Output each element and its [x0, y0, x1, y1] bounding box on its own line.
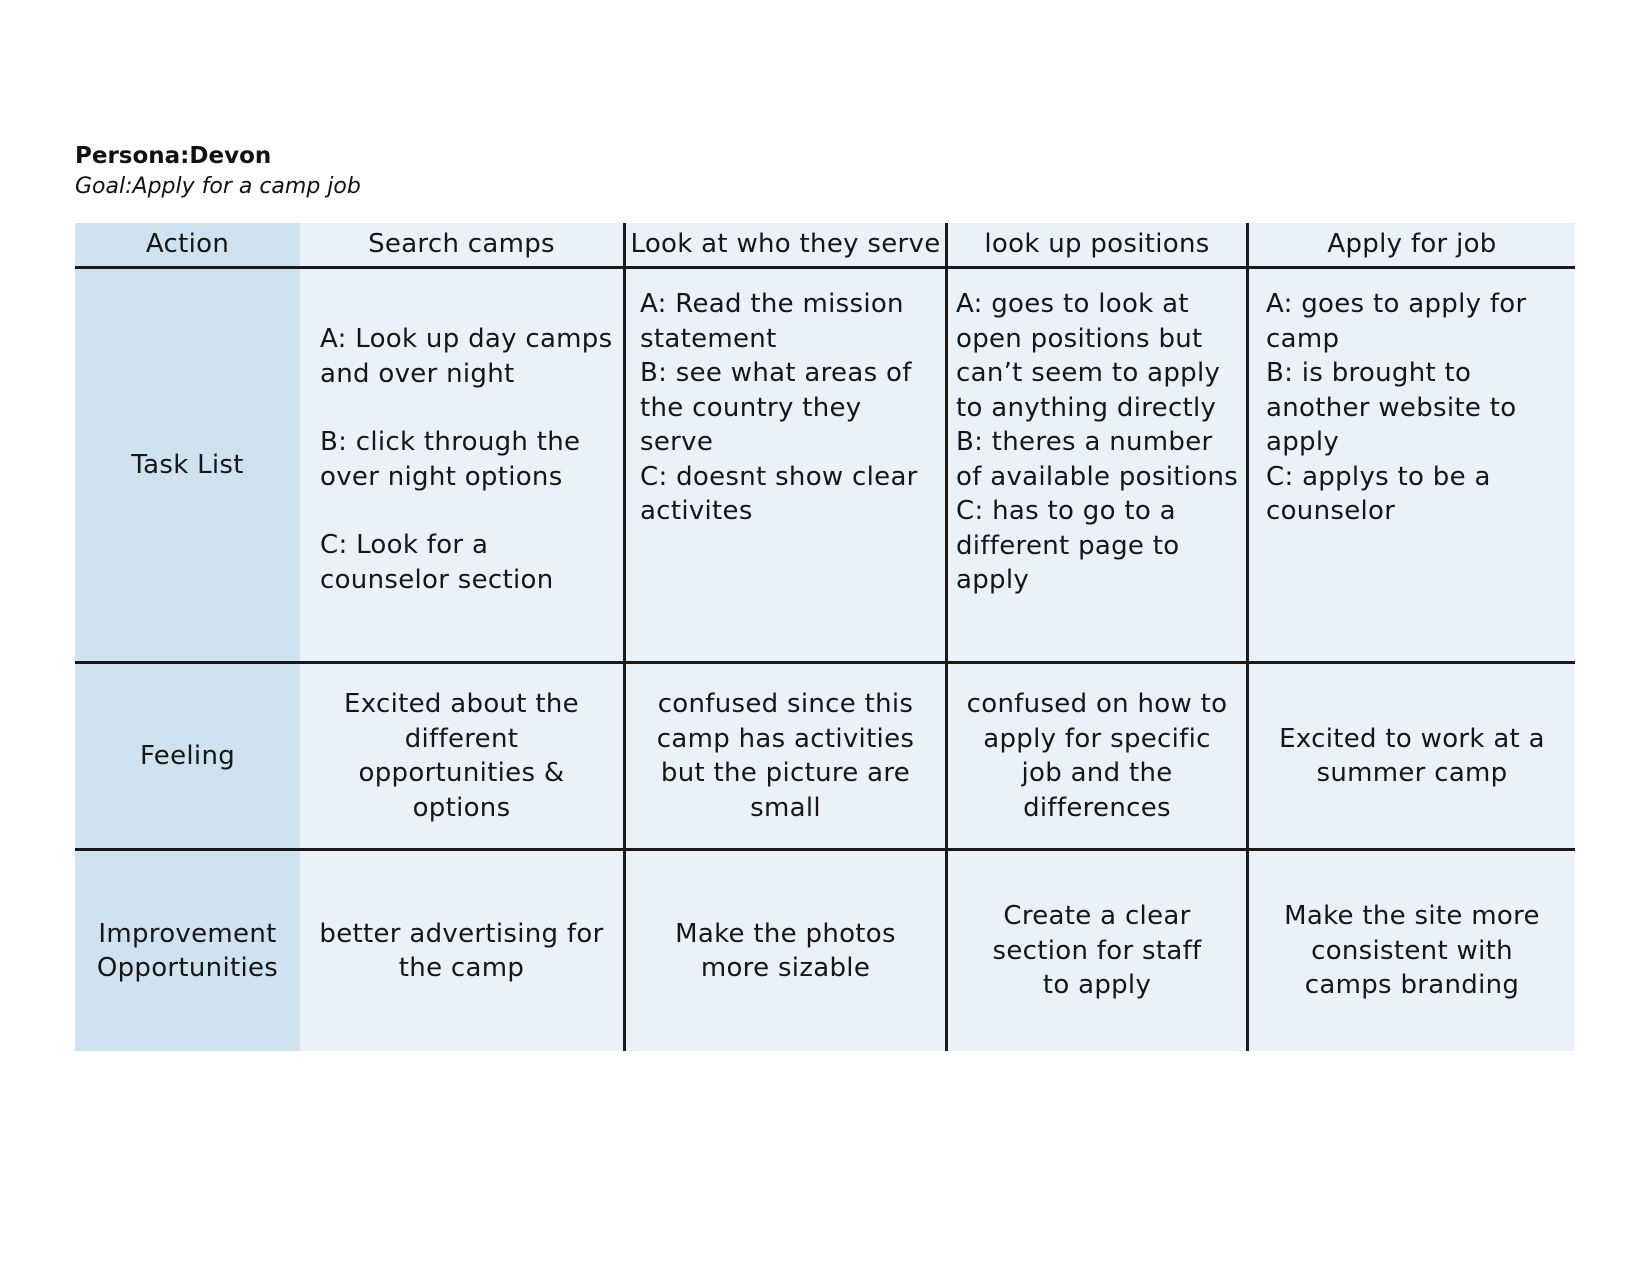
improvement-cell-who-they-serve	[623, 851, 945, 1051]
row-label-feeling	[75, 664, 300, 851]
goal-subtitle: Goal:Apply for a camp job	[75, 174, 361, 199]
feeling-cell-apply-for-job	[1246, 664, 1575, 851]
feeling-text: confused on how to apply for specific job and the differences	[966, 689, 1228, 823]
improvement-text: Make the photos more sizable	[675, 918, 896, 983]
feeling-text: Excited about the different opportunities & options	[344, 689, 579, 823]
action-header: Action	[75, 223, 300, 269]
task-cell-who-they-serve	[623, 269, 945, 664]
persona-title: Persona:Devon	[75, 143, 272, 169]
task-item: C: has to go to a different page to apply	[956, 496, 1180, 595]
row-label-improvement-opportunities	[75, 851, 300, 1051]
task-item: B: theres a number of available positions	[956, 427, 1239, 492]
task-item: A: Read the mission statement	[640, 289, 904, 354]
task-item: C: applys to be a counselor	[1266, 461, 1491, 526]
task-item: A: goes to look at open positions but can’t seem to apply to anything directly	[956, 289, 1221, 423]
feeling-cell-look-up-positions	[945, 664, 1246, 851]
row-label-task-list	[75, 269, 300, 664]
improvement-text: better advertising for the camp	[319, 918, 604, 983]
task-item: A: goes to apply for camp	[1266, 289, 1527, 354]
stage-header-look-up-positions: look up positions	[945, 223, 1246, 269]
improvement-cell-search-camps	[300, 851, 623, 1051]
task-cell-look-up-positions	[945, 269, 1246, 664]
task-item: B: is brought to another website to apply	[1266, 358, 1517, 457]
task-item: B: click through the over night options	[320, 427, 581, 492]
task-item: C: Look for a counselor section	[320, 530, 554, 595]
row-label-improvement-text: Improvement Opportunities	[96, 918, 279, 983]
improvement-cell-look-up-positions	[945, 851, 1246, 1051]
row-label-task-list-text: Task List	[131, 449, 244, 480]
row-label-feeling-text: Feeling	[139, 740, 236, 771]
task-item: A: Look up day camps and over night	[320, 324, 613, 389]
improvement-text: Create a clear section for staff to apply	[992, 901, 1202, 1001]
task-item: C: doesnt show clear activites	[640, 461, 918, 526]
journey-map-table	[75, 223, 1575, 1051]
feeling-cell-who-they-serve	[623, 664, 945, 851]
stage-header-apply-for-job: Apply for job	[1246, 223, 1575, 269]
feeling-text: Excited to work at a summer camp	[1279, 723, 1545, 788]
feeling-cell-search-camps	[300, 664, 623, 851]
stage-header-who-they-serve: Look at who they serve	[623, 223, 945, 269]
task-item: B: see what areas of the country they serve	[640, 358, 912, 457]
task-cell-search-camps	[300, 269, 623, 664]
task-cell-apply-for-job	[1246, 269, 1575, 664]
stage-header-search-camps: Search camps	[300, 223, 623, 269]
improvement-text: Make the site more consistent with camps branding	[1284, 901, 1540, 1001]
improvement-cell-apply-for-job	[1246, 851, 1575, 1051]
feeling-text: confused since this camp has activities but the picture are small	[656, 689, 915, 823]
